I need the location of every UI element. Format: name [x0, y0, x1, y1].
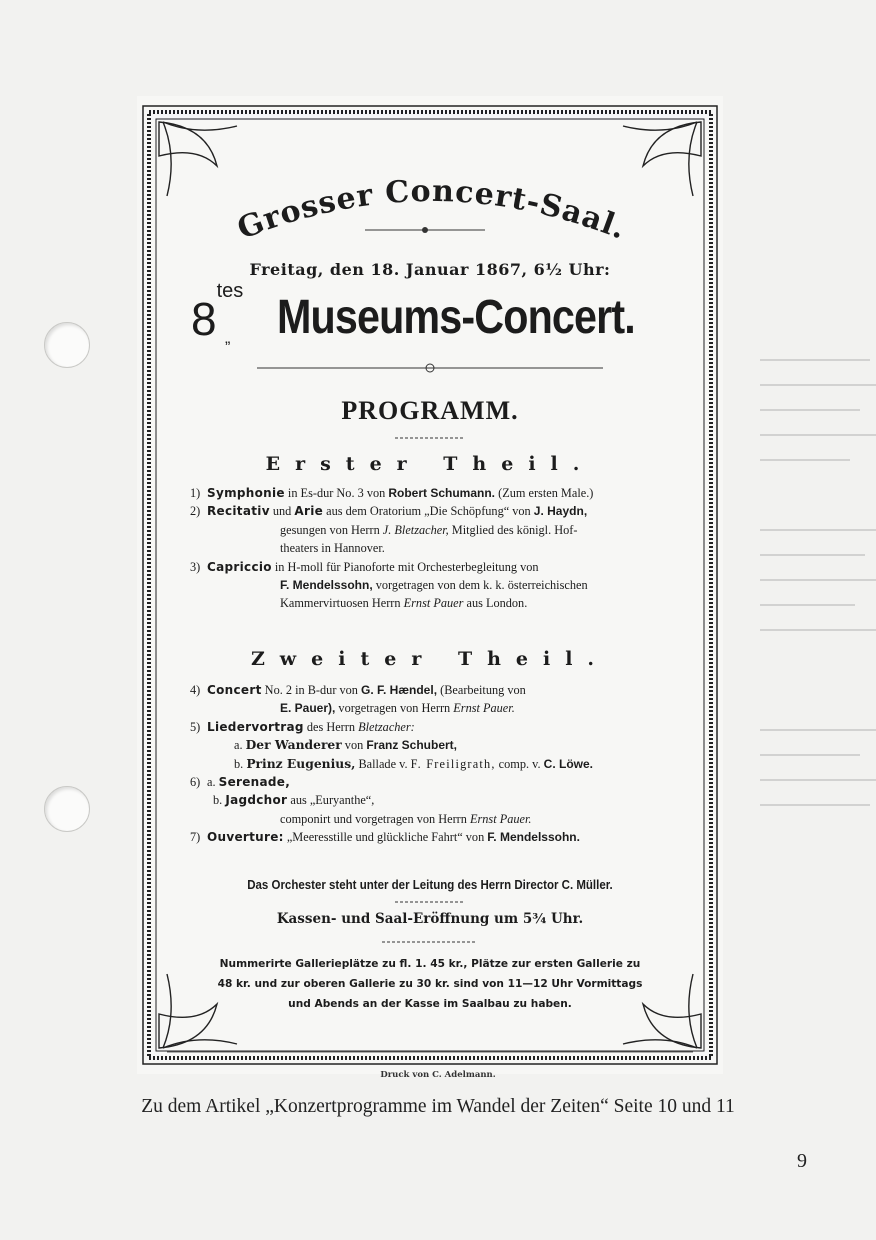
- composer: F. Mendelssohn.: [487, 830, 580, 845]
- bleed-through-texture: [760, 300, 876, 1120]
- punch-hole-top: [44, 322, 90, 368]
- work-title: Capriccio: [207, 559, 272, 574]
- sub-label: a.: [234, 738, 243, 753]
- printer-note: Druck von C. Adelmann.: [380, 1070, 496, 1080]
- program-item-1: [190, 484, 680, 502]
- item-text: vorgetragen von Herrn: [335, 701, 454, 716]
- composer: F. Mendelssohn,: [280, 578, 373, 593]
- program-item-2-line-3: theaters in Hannover.: [280, 541, 385, 556]
- song-title: Der Wanderer: [245, 737, 342, 753]
- program-title: PROGRAMM.: [341, 396, 519, 425]
- item-text: „Meeresstille und glückliche Fahrt“ von: [283, 830, 488, 845]
- song-title: Prinz Eugenius,: [246, 755, 356, 771]
- item-text: (Zum ersten Male.): [495, 486, 594, 500]
- part-one-title: Erster Theil.: [265, 453, 595, 475]
- item-text: (Bearbeitung von: [437, 683, 526, 697]
- item-text: aus dem Oratorium „Die Schöpfung“ von: [323, 504, 534, 519]
- part-two-title: Zweiter Theil.: [250, 648, 610, 670]
- sub-label: b.: [213, 793, 223, 808]
- item-number: 5): [190, 719, 201, 734]
- singer: Bletzacher:: [358, 719, 415, 734]
- work-title: Jagdchor: [225, 793, 288, 808]
- work-title: Liedervortrag: [207, 719, 304, 734]
- item-text: des Herrn: [303, 719, 359, 734]
- poet: F. Freiligrath,: [410, 756, 496, 771]
- item-text: gesungen von Herrn: [280, 522, 383, 537]
- ordinal-suffix: tes: [216, 279, 244, 302]
- sub-label: b.: [234, 756, 244, 771]
- prices-line-1: Nummerirte Gallerieplätze zu fl. 1. 45 kr., Plätze zur ersten Gallerie zu: [219, 958, 641, 970]
- work-title: Symphonie: [207, 486, 285, 500]
- program-item-6b: [190, 791, 680, 809]
- punch-hole-bottom: [44, 786, 90, 832]
- ordinal: [191, 279, 244, 347]
- date-line: Freitag, den 18. Januar 1867, 6½ Uhr:: [249, 260, 611, 279]
- composer: Robert Schumann.: [388, 486, 496, 500]
- part-one-items: [190, 484, 680, 613]
- prices-line-3: und Abends an der Kasse im Saalbau zu haben.: [288, 998, 572, 1010]
- item-text: in Es-dur No. 3 von: [284, 486, 389, 500]
- work-title: Recitativ: [207, 504, 270, 519]
- work-title: Ouverture:: [207, 830, 284, 845]
- item-text: aus London.: [463, 596, 528, 611]
- concert-heading: [137, 279, 723, 352]
- item-text: aus „Euryanthe“,: [287, 793, 375, 808]
- item-text: vorgetragen von dem k. k. österreichischen: [372, 578, 588, 593]
- item-text: comp. v.: [495, 756, 544, 771]
- composer: Franz Schubert,: [366, 738, 458, 753]
- figure-caption: Zu dem Artikel „Konzertprogramme im Wandel der Zeiten“ Seite 10 und 11: [141, 1096, 735, 1117]
- item-text: Mitglied des königl. Hof-: [448, 522, 578, 537]
- composer: J. Haydn,: [533, 504, 588, 519]
- performer: Ernst Pauer: [403, 596, 464, 611]
- performer: Ernst Pauer.: [469, 811, 532, 826]
- item-text: in H-moll für Pianoforte mit Orchesterbegleitung von: [271, 559, 539, 574]
- hall-title-arc: [137, 176, 723, 256]
- orchestra-note: Das Orchester steht unter der Leitung des Herrn Director C. Müller.: [247, 878, 613, 892]
- program-item-5: [190, 718, 680, 736]
- program-item-2: [190, 502, 680, 520]
- program-item-5b: [190, 755, 680, 773]
- concert-poster: [137, 96, 723, 1074]
- work-title: Arie: [294, 504, 324, 519]
- item-text: componirt und vorgetragen von Herrn: [280, 811, 470, 826]
- item-text: Kammervirtuosen Herrn: [280, 596, 404, 611]
- item-text: No. 2 in B-dur von: [261, 683, 362, 697]
- program-item-4-line-2: [190, 699, 680, 717]
- item-number: 2): [190, 504, 201, 519]
- program-item-3-line-3: [190, 594, 680, 612]
- item-text: von: [341, 738, 367, 753]
- program-item-6: [190, 773, 680, 791]
- hall-title: Grosser Concert-Saal.: [232, 176, 632, 247]
- ordinal-ditto: „: [225, 330, 231, 347]
- sub-label: a.: [207, 775, 216, 790]
- composer: G. F. Hændel,: [361, 683, 438, 697]
- item-number: 3): [190, 559, 201, 574]
- concert-title: Museums-Concert.: [277, 291, 635, 344]
- item-number: 6): [190, 775, 201, 790]
- program-item-3: [190, 558, 680, 576]
- item-text: und: [269, 504, 295, 519]
- program-item-6-line-3: [190, 810, 680, 828]
- work-title: Concert: [207, 683, 262, 697]
- item-number: 1): [190, 486, 201, 500]
- program-item-7: [190, 828, 680, 846]
- program-item-5a: [190, 736, 680, 754]
- item-number: 7): [190, 830, 201, 845]
- editor: E. Pauer),: [280, 701, 336, 716]
- ticket-prices: [175, 954, 685, 1014]
- item-number: 4): [190, 683, 201, 697]
- ordinal-number: 8: [191, 293, 217, 345]
- svg-text:Grosser Concert-Saal.: [233, 176, 632, 247]
- program-item-3-line-2: [190, 576, 680, 594]
- opening-note: Kassen- und Saal-Eröffnung um 5¾ Uhr.: [276, 911, 584, 927]
- program-item-4: [190, 681, 680, 699]
- performer: Ernst Pauer.: [453, 701, 515, 716]
- part-two-items: [190, 681, 680, 847]
- work-title: Serenade,: [218, 775, 291, 790]
- composer: C. Löwe.: [543, 756, 593, 771]
- item-text: Ballade v.: [355, 756, 411, 771]
- prices-line-2: 48 kr. und zur oberen Gallerie zu 30 kr. sind von 11—12 Uhr Vormittags: [217, 978, 643, 990]
- page-number: 9: [797, 1150, 807, 1172]
- singer: J. Bletzacher,: [382, 522, 449, 537]
- program-item-2-line-2: [190, 521, 680, 539]
